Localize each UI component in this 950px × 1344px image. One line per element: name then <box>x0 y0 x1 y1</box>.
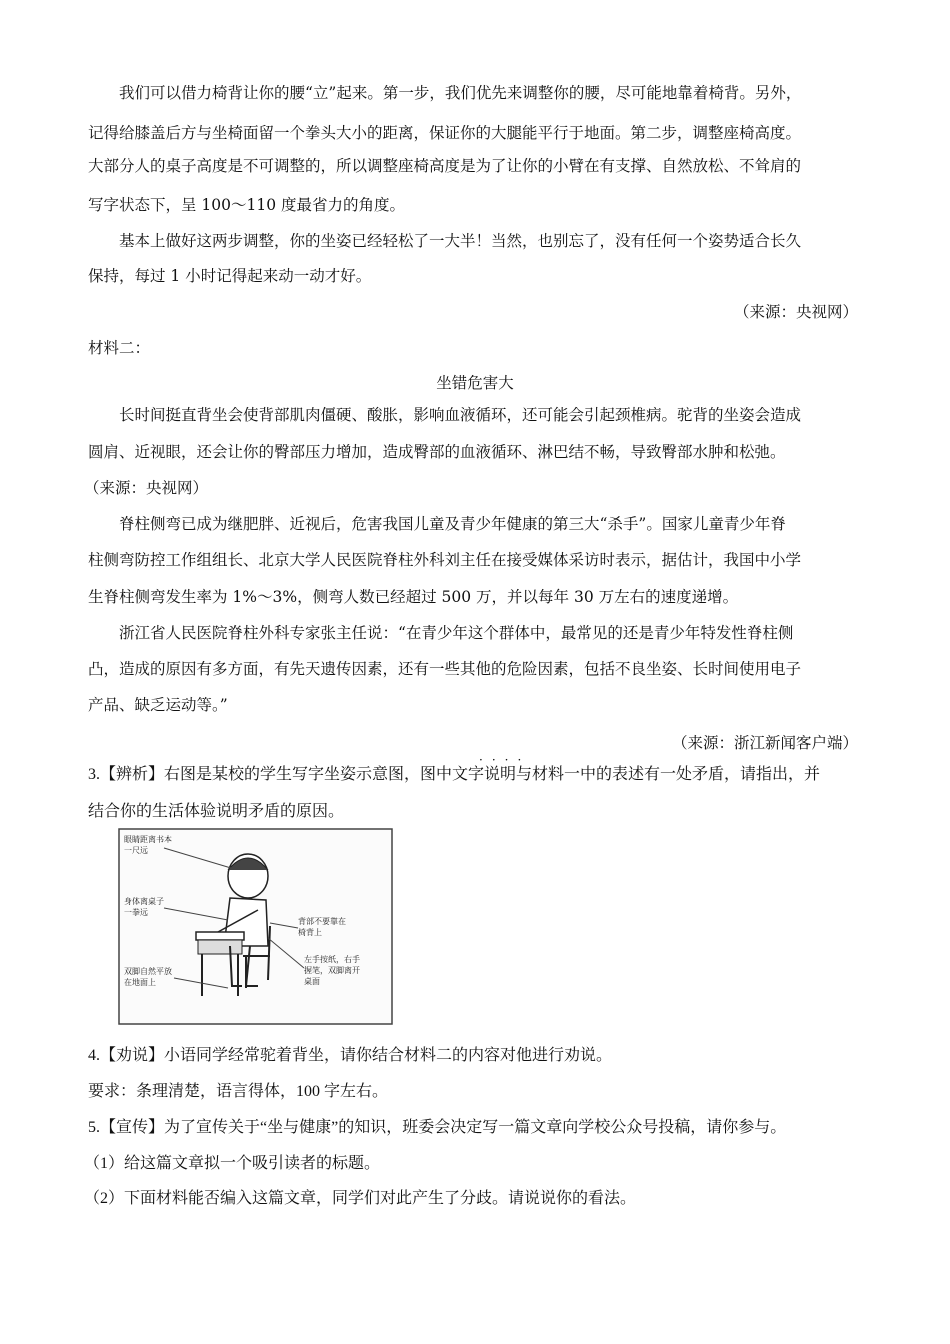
label-body-2: 一拳远 <box>124 908 148 917</box>
m1-p1-line1: 我们可以借力椅背让你的腰“立”起来。第一步，我们优先来调整你的腰，尽可能地靠着椅背。另外， <box>119 84 802 102</box>
m2-p2-line3: 生脊柱侧弯发生率为 1%～3%，侧弯人数已经超过 500 万，并以每年 30 万左右的速度递增。 <box>88 588 739 606</box>
q5-line1: 5.【宣传】为了宣传关于“坐与健康”的知识，班委会决定写一篇文章向学校公众号投稿，请你参与。 <box>88 1119 787 1136</box>
m2-p2-line1: 脊柱侧弯已成为继肥胖、近视后，危害我国儿童及青少年健康的第三大“杀手”。国家儿童青少年脊 <box>119 515 786 533</box>
m1-p1-line4: 写字状态下，呈 100～110 度最省力的角度。 <box>88 196 406 214</box>
label-hands-1: 左手按纸，右手 <box>304 955 360 964</box>
q3-line2: 结合你的生活体验说明矛盾的原因。 <box>88 803 345 820</box>
label-hands-2: 握笔，双脚离开 <box>304 966 360 975</box>
label-back-2: 椅背上 <box>298 928 322 937</box>
m2-p3-line2: 凸，造成的原因有多方面，有先天遗传因素，还有一些其他的危险因素，包括不良坐姿、长时间使用电子 <box>88 660 802 678</box>
sitting-posture-figure <box>118 828 393 1025</box>
label-hands-3: 桌面 <box>304 977 320 986</box>
label-feet-1: 双脚自然平放 <box>124 967 172 976</box>
q4-line1: 4.【劝说】小语同学经常驼着背坐，请你结合材料二的内容对他进行劝说。 <box>88 1047 613 1064</box>
label-back-1: 背部不要靠在 <box>298 917 346 926</box>
emphasis-dots: ···· <box>479 753 531 767</box>
q3-line1: 3.【辨析】右图是某校的学生写字坐姿示意图，图中文字说明与材料一中的表述有一处矛盾，请指出，并 <box>88 766 821 783</box>
m1-source: （来源：央视网） <box>733 303 858 321</box>
m2-heading: 材料二： <box>88 339 151 357</box>
label-eye-2: 一尺远 <box>124 846 148 855</box>
m2-p1-line2: 圆肩、近视眼，还会让你的臀部压力增加，造成臀部的血液循环、淋巴结不畅，导致臀部水肿和松弛。 <box>88 443 786 461</box>
m2-source1: （来源：央视网） <box>84 479 209 497</box>
q5-sub2: （2）下面材料能否编入这篇文章，同学们对此产生了分歧。请说说你的看法。 <box>84 1190 637 1207</box>
m1-p1-line2: 记得给膝盖后方与坐椅面留一个拳头大小的距离，保证你的大腿能平行于地面。第二步，调整座椅高度。 <box>88 124 802 142</box>
label-feet-2: 在地面上 <box>124 978 156 987</box>
m2-p3-line3: 产品、缺乏运动等。” <box>88 696 228 714</box>
label-body-1: 身体离桌子 <box>124 897 164 906</box>
m2-p1-line1: 长时间挺直背坐会使背部肌肉僵硬、酸胀，影响血液循环，还可能会引起颈椎病。驼背的坐姿会造成 <box>119 406 802 424</box>
m1-p1-line3: 大部分人的桌子高度是不可调整的，所以调整座椅高度是为了让你的小臂在有支撑、自然放松、不耸肩的 <box>88 157 802 175</box>
m1-p2-line2: 保持，每过 1 小时记得起来动一动才好。 <box>88 267 372 285</box>
m2-source2: （来源：浙江新闻客户端） <box>671 734 858 752</box>
m2-title: 坐错危害大 <box>436 374 514 392</box>
q5-sub1: （1）给这篇文章拟一个吸引读者的标题。 <box>84 1155 381 1172</box>
m2-p3-line1: 浙江省人民医院脊柱外科专家张主任说：“在青少年这个群体中，最常见的还是青少年特发性脊柱侧 <box>119 624 794 642</box>
m1-p2-line1: 基本上做好这两步调整，你的坐姿已经轻松了一大半！当然，也别忘了，没有任何一个姿势适合长久 <box>119 232 802 250</box>
label-eye-1: 眼睛距离书本 <box>124 835 172 844</box>
q4-line2: 要求：条理清楚，语言得体，100 字左右。 <box>88 1083 389 1100</box>
m2-p2-line2: 柱侧弯防控工作组组长、北京大学人民医院脊柱外科刘主任在接受媒体采访时表示，据估计，我国中小学 <box>88 551 802 569</box>
